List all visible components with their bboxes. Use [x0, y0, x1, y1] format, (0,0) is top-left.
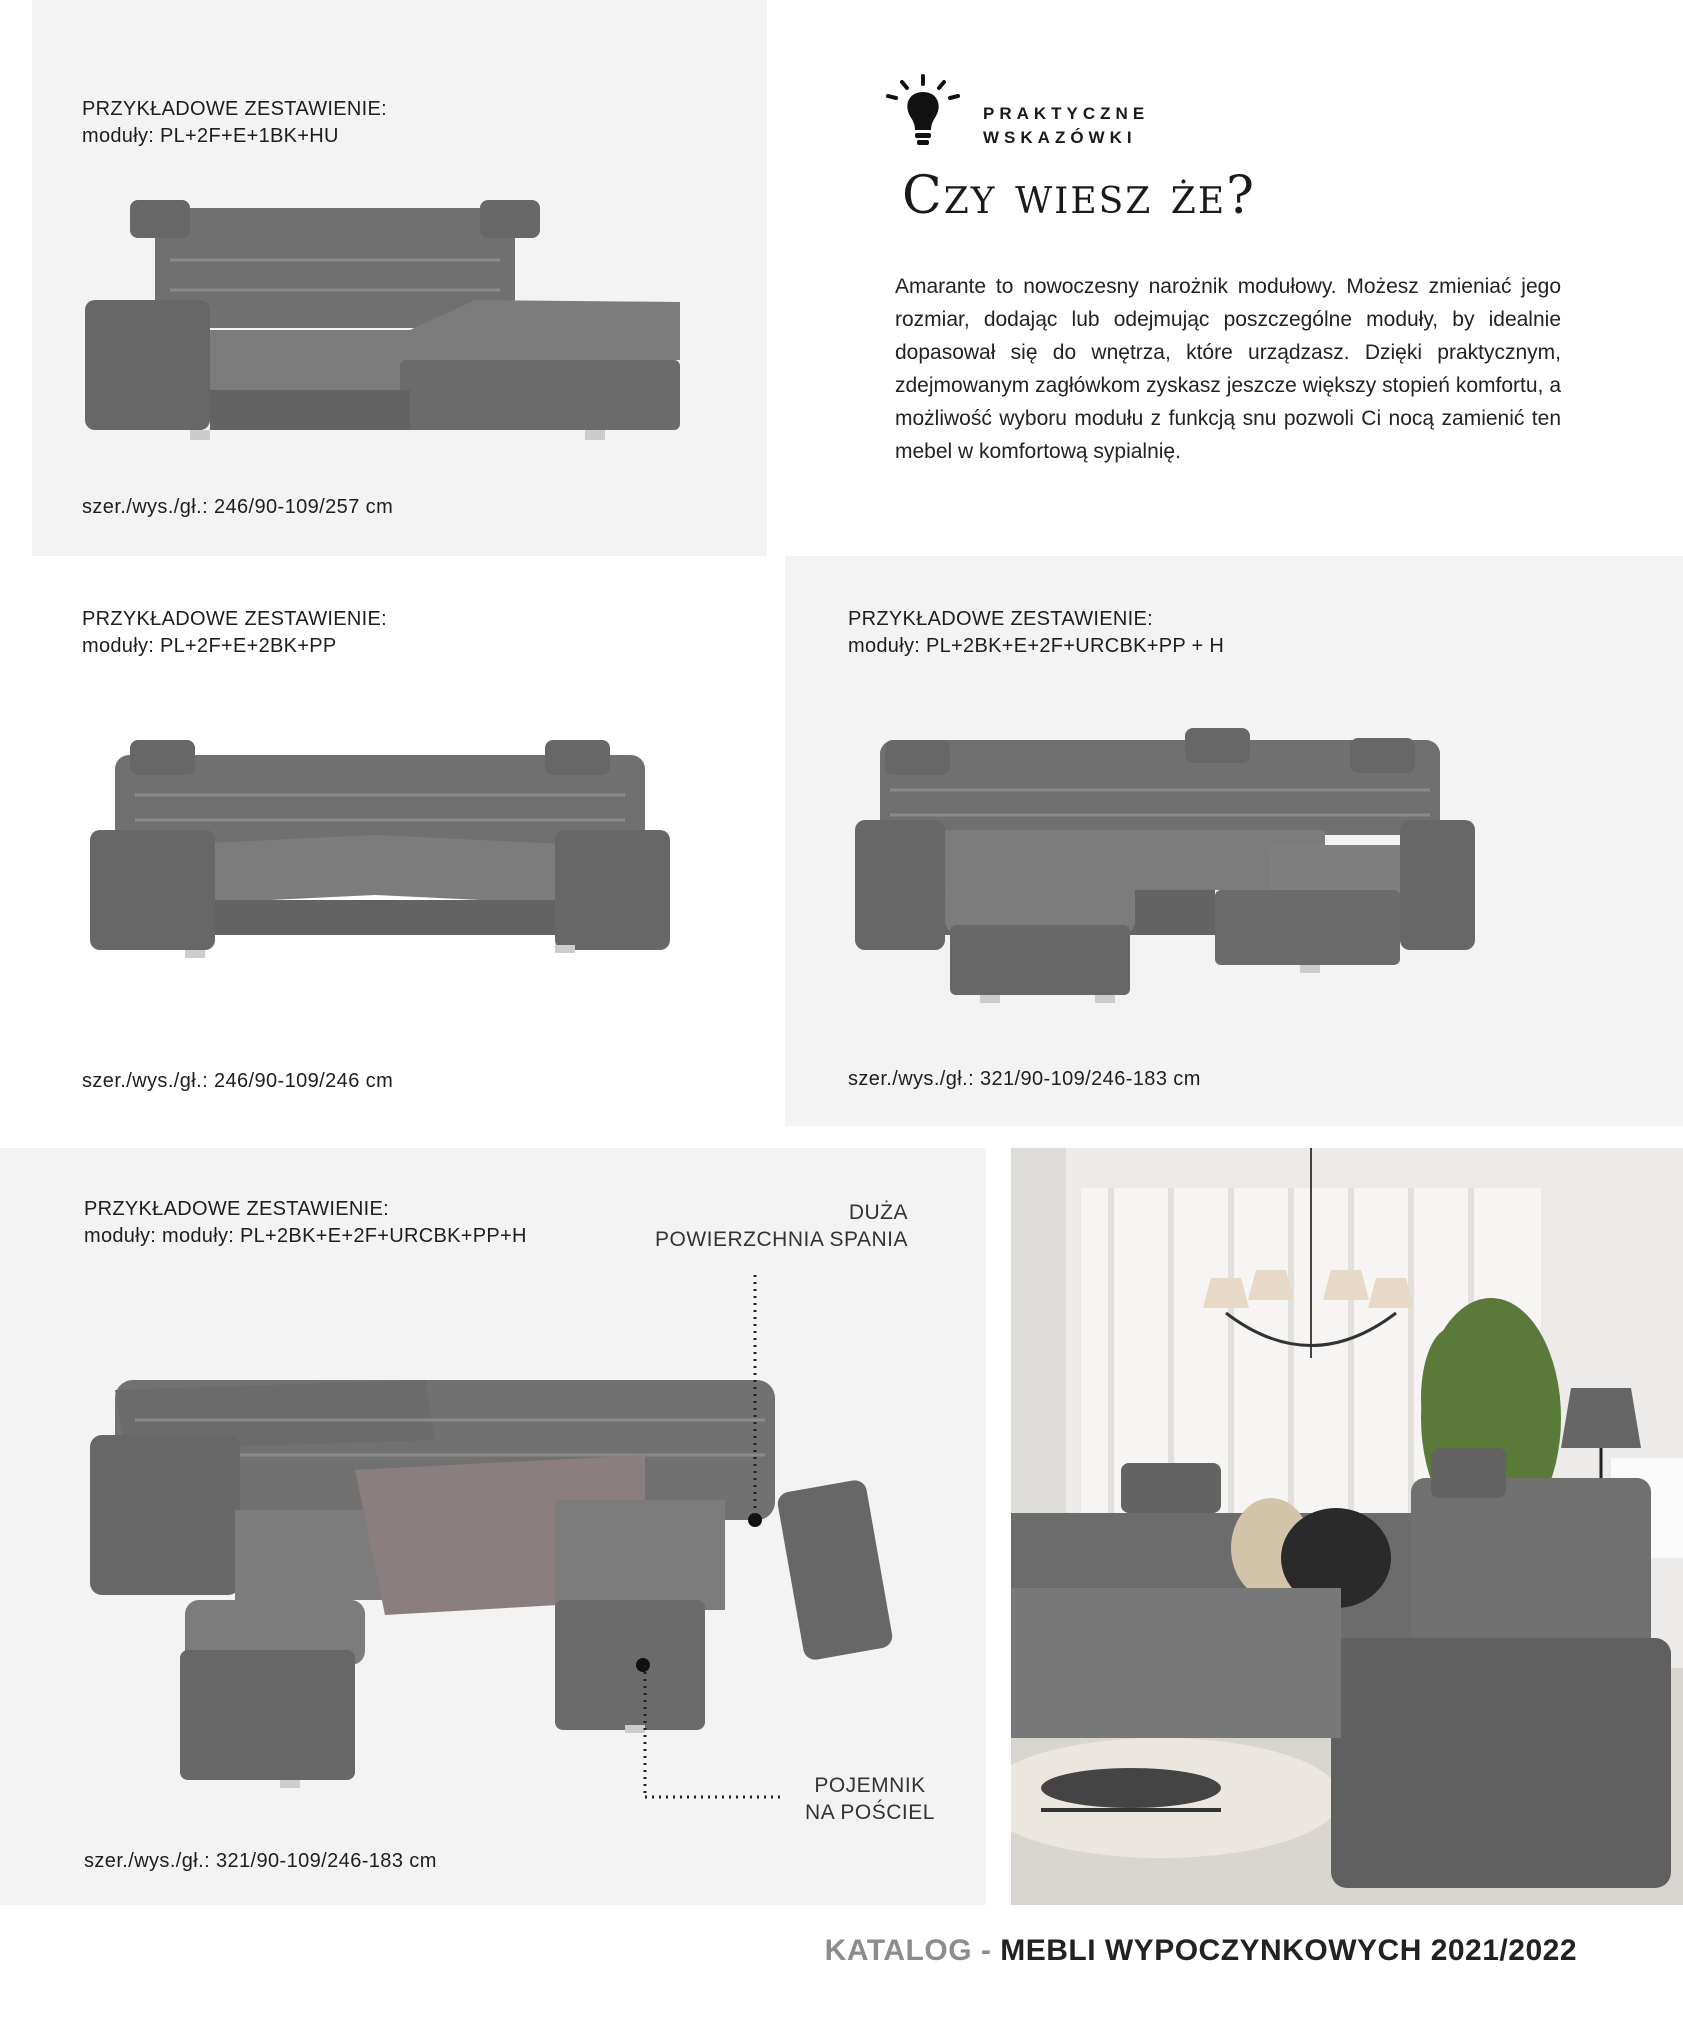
panel3-modules: moduły: PL+2BK+E+2F+URCBK+PP + H — [848, 635, 1225, 657]
panel2-dimensions: szer./wys./gł.: 246/90-109/246 cm — [82, 1070, 394, 1092]
panel3-heading: PRZYKŁADOWE ZESTAWIENIE: — [848, 608, 1154, 630]
footer-title: MEBLI WYPOCZYNKOWYCH 2021/2022 — [1000, 1934, 1577, 1967]
panel4-heading: PRZYKŁADOWE ZESTAWIENIE: — [84, 1198, 390, 1220]
lightbulb-icon — [880, 74, 966, 148]
callout-storage-line2: NA POŚCIEL — [805, 1801, 935, 1824]
catalog-footer — [825, 1934, 1577, 1968]
tip-title: Czy wiesz że? — [902, 166, 1256, 226]
panel2-modules: moduły: PL+2F+E+2BK+PP — [82, 635, 337, 657]
sofa-image-2 — [85, 735, 675, 960]
tip-body: Amarante to nowoczesny narożnik modułowy. Możesz zmieniać jego rozmiar, dodając lub odejmując poszczególne moduły, by idealnie dopasował się do wnętrza, które urządzasz. Dzięki praktycznym, zdejmowanym zagłówkom zyskasz jeszcze większy stopień komfortu, a możliwość wyboru modułu z funkcją snu pozwoli Ci nocą zamienić ten mebel w komfortową sypialnię. — [895, 275, 1561, 463]
callout-sleeping-line1: DUŻA — [848, 1201, 908, 1224]
tip-heading-line2: WSKAZÓWKI — [983, 128, 1137, 147]
callout-sleeping-area — [650, 1199, 908, 1253]
panel1-dimensions: szer./wys./gł.: 246/90-109/257 cm — [82, 496, 394, 518]
room-photo — [1011, 1148, 1683, 1905]
sofa-image-3 — [850, 720, 1480, 1010]
panel2-heading: PRZYKŁADOWE ZESTAWIENIE: — [82, 608, 388, 630]
panel3-label — [848, 606, 1224, 660]
panel1-modules: moduły: PL+2F+E+1BK+HU — [82, 125, 339, 147]
callout-sleeping-line2: POWIERZCHNIA SPANIA — [655, 1228, 908, 1251]
panel4-modules: moduły: moduły: PL+2BK+E+2F+URCBK+PP+H — [84, 1225, 527, 1247]
callout-storage — [795, 1772, 945, 1826]
callout-storage-line1: POJEMNIK — [814, 1774, 926, 1797]
tip-heading — [983, 102, 1149, 150]
panel2-label — [82, 606, 387, 660]
panel4-dimensions: szer./wys./gł.: 321/90-109/246-183 cm — [84, 1850, 437, 1872]
panel3-dimensions: szer./wys./gł.: 321/90-109/246-183 cm — [848, 1068, 1201, 1090]
sofa-image-1 — [80, 190, 700, 450]
panel1-label — [82, 96, 387, 150]
tip-heading-line1: PRAKTYCZNE — [983, 104, 1150, 123]
panel1-heading: PRZYKŁADOWE ZESTAWIENIE: — [82, 98, 388, 120]
sofa-image-4 — [85, 1270, 915, 1815]
panel4-label — [84, 1196, 527, 1250]
footer-catalog: KATALOG - — [824, 1934, 992, 1967]
